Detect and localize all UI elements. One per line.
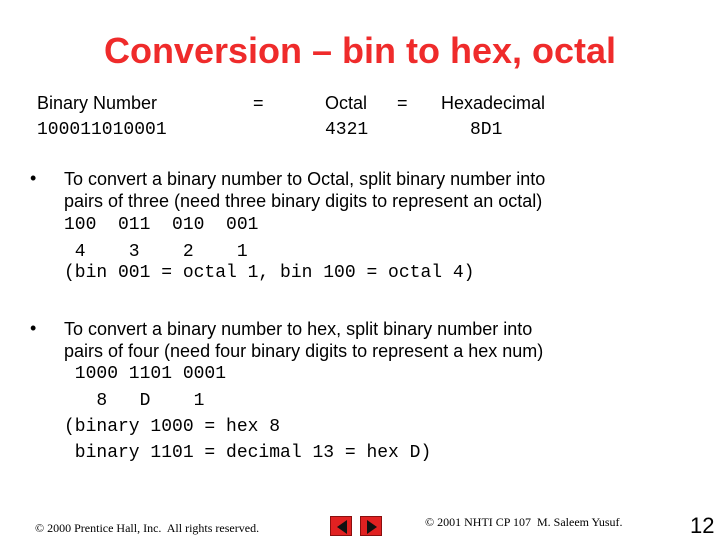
bullet-marker: • bbox=[30, 318, 37, 338]
previous-slide-button[interactable] bbox=[330, 516, 352, 536]
bullet-1-line-1: To convert a binary number to Octal, split binary number into bbox=[64, 169, 546, 189]
bullet-marker: • bbox=[30, 168, 37, 188]
bullet-2-code-line-1: 1000 1101 0001 bbox=[64, 364, 227, 384]
footer-copyright-left: © 2000 Prentice Hall, Inc. All rights reserved. bbox=[35, 521, 260, 535]
hex-value: 8D1 bbox=[470, 120, 503, 140]
next-slide-button[interactable] bbox=[360, 516, 382, 536]
equals-sign: = bbox=[397, 93, 408, 113]
bullet-1-line-2: pairs of three (need three binary digits to represent an octal) bbox=[64, 191, 543, 211]
bullet-2-line-1: To convert a binary number to hex, split binary number into bbox=[64, 319, 533, 339]
binary-value: 100011010001 bbox=[37, 120, 167, 140]
right-arrow-icon bbox=[361, 517, 383, 537]
bullet-2-code-line-2: 8 D 1 bbox=[64, 391, 205, 411]
equals-sign: = bbox=[253, 93, 264, 113]
bullet-2-code-line-3: (binary 1000 = hex 8 bbox=[64, 417, 281, 437]
bullet-1-code-line-1: 100 011 010 001 bbox=[64, 215, 259, 235]
left-arrow-icon bbox=[331, 517, 353, 537]
bullet-1-code-line-2: 4 3 2 1 bbox=[64, 242, 248, 262]
slide-title: Conversion – bin to hex, octal bbox=[103, 30, 617, 71]
octal-label: Octal bbox=[325, 93, 368, 113]
hexadecimal-label: Hexadecimal bbox=[441, 93, 546, 113]
bullet-1-code-line-3: (bin 001 = octal 1, bin 100 = octal 4) bbox=[64, 263, 475, 283]
octal-value: 4321 bbox=[325, 120, 369, 140]
bullet-2-line-2: pairs of four (need four binary digits to represent a hex num) bbox=[64, 341, 544, 361]
footer-copyright-right: © 2001 NHTI CP 107 M. Saleem Yusuf. bbox=[425, 515, 623, 529]
binary-number-label: Binary Number bbox=[37, 93, 158, 113]
page-number: 12 bbox=[690, 513, 715, 538]
bullet-2-code-line-4: binary 1101 = decimal 13 = hex D) bbox=[64, 443, 432, 463]
